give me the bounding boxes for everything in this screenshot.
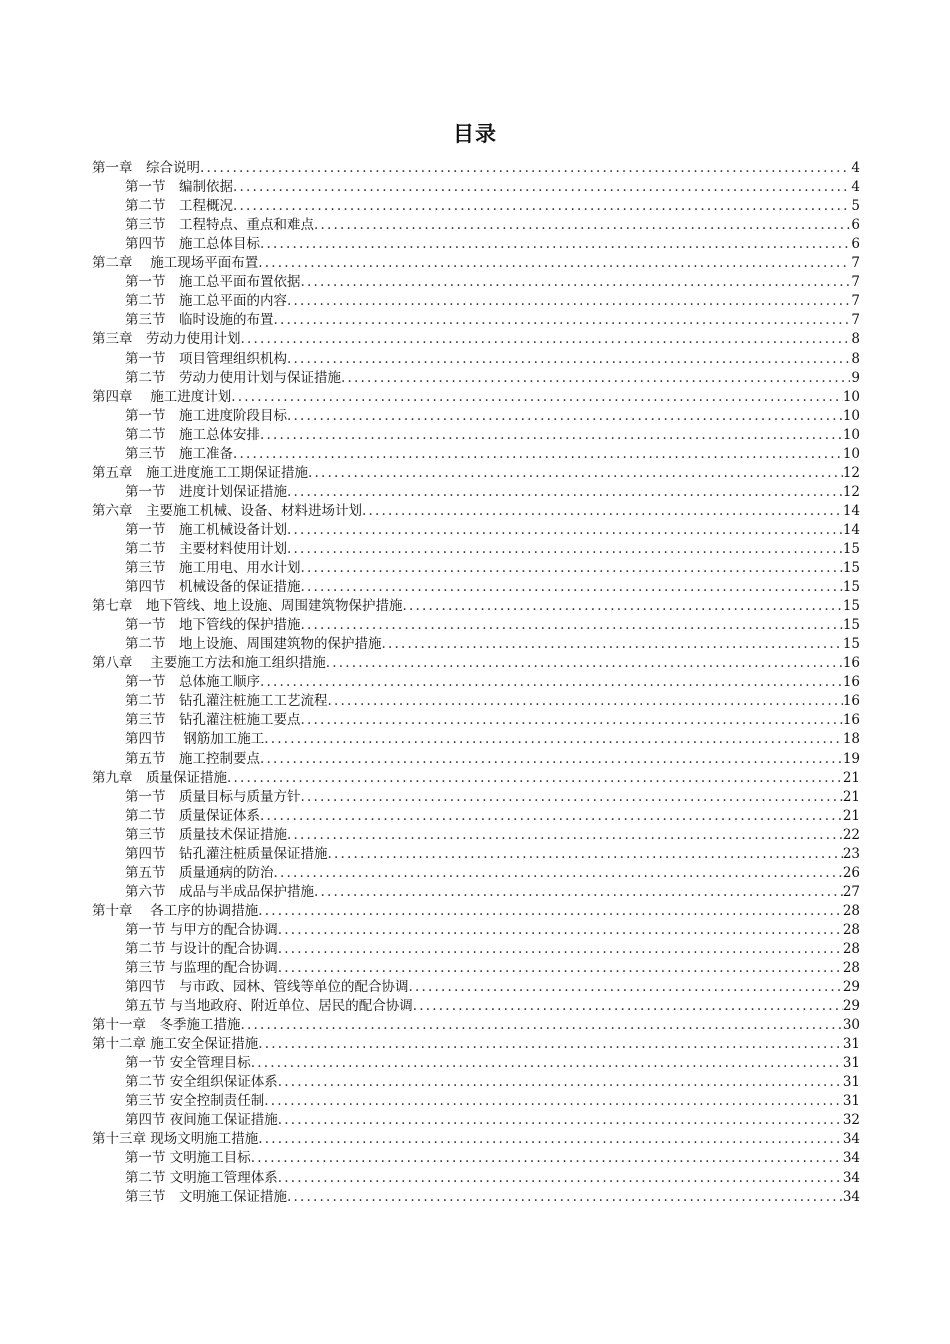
- toc-section-entry[interactable]: [92, 616, 860, 635]
- toc-entry-page-number: 12: [842, 464, 860, 481]
- dot-leader: [301, 711, 843, 730]
- toc-entry-page-number: 28: [842, 940, 860, 957]
- dot-leader: [274, 864, 843, 883]
- toc-entry-label: 第二节 安全组织保证体系: [125, 1074, 278, 1091]
- toc-chapter-entry[interactable]: [92, 1035, 860, 1054]
- dot-leader: [341, 369, 850, 388]
- toc-entry-label: 第十章 各工序的协调措施: [92, 902, 259, 919]
- dot-leader: [260, 807, 843, 826]
- toc-entry-label: 第四节 施工总体目标: [125, 236, 260, 253]
- toc-entry-label: 第三节 临时设施的布置: [125, 312, 274, 329]
- toc-chapter-entry[interactable]: [92, 597, 860, 616]
- toc-section-entry[interactable]: [92, 1149, 860, 1168]
- toc-section-entry[interactable]: [92, 273, 860, 292]
- dot-leader: [200, 159, 850, 178]
- toc-entry-page-number: 10: [842, 388, 860, 405]
- toc-chapter-entry[interactable]: [92, 769, 860, 788]
- toc-entry-page-number: 7: [851, 312, 860, 329]
- toc-entry-label: 第一节 施工进度阶段目标: [125, 407, 287, 424]
- toc-entry-label: 第六章 主要施工机械、设备、材料进场计划: [92, 502, 362, 519]
- toc-entry-label: 第四章 施工进度计划: [92, 388, 232, 405]
- dot-leader: [314, 216, 850, 235]
- toc-section-entry[interactable]: [92, 407, 860, 426]
- toc-entry-label: 第二节 文明施工管理体系: [125, 1169, 278, 1186]
- dot-leader: [382, 635, 843, 654]
- dot-leader: [362, 502, 843, 521]
- toc-entry-page-number: 29: [842, 979, 860, 996]
- toc-entry-label: 第三章 劳动力使用计划: [92, 331, 241, 348]
- toc-entry-label: 第三节 安全控制责任制: [125, 1093, 265, 1110]
- toc-entry-page-number: 14: [842, 502, 860, 519]
- dot-leader: [258, 254, 850, 273]
- dot-leader: [287, 540, 843, 559]
- toc-entry-label: 第三节 钻孔灌注桩施工要点: [125, 712, 301, 729]
- dot-leader: [278, 1073, 843, 1092]
- dot-leader: [314, 883, 843, 902]
- dot-leader: [278, 1169, 843, 1188]
- toc-chapter-entry[interactable]: [92, 902, 860, 921]
- toc-chapter-entry[interactable]: [92, 1130, 860, 1149]
- toc-entry-page-number: 4: [851, 160, 860, 177]
- toc-section-entry[interactable]: [92, 845, 860, 864]
- toc-entry-page-number: 18: [842, 731, 860, 748]
- toc-section-entry[interactable]: [92, 921, 860, 940]
- toc-entry-page-number: 15: [842, 617, 860, 634]
- toc-entry-label: 第二节 质量保证体系: [125, 807, 260, 824]
- toc-entry-page-number: 28: [842, 960, 860, 977]
- toc-entry-label: 第二节 主要材料使用计划: [125, 540, 287, 557]
- toc-entry-page-number: 31: [842, 1036, 860, 1053]
- toc-entry-label: 第一节 进度计划保证措施: [125, 483, 287, 500]
- toc-entry-label: 第二节 劳动力使用计划与保证措施: [125, 369, 341, 386]
- toc-section-entry[interactable]: [92, 1073, 860, 1092]
- toc-entry-page-number: 29: [842, 998, 860, 1015]
- toc-entry-label: 第七章 地下管线、地上设施、周围建筑物保护措施: [92, 598, 403, 615]
- dot-leader: [231, 388, 843, 407]
- toc-entry-label: 第十三章 现场文明施工措施: [92, 1131, 259, 1148]
- toc-entry-page-number: 16: [842, 655, 860, 672]
- dot-leader: [233, 445, 843, 464]
- toc-chapter-entry[interactable]: [92, 502, 860, 521]
- toc-entry-label: 第一节 地下管线的保护措施: [125, 617, 301, 634]
- toc-entry-label: 第五章 施工进度施工工期保证措施: [92, 464, 308, 481]
- dot-leader: [260, 426, 843, 445]
- toc-entry-page-number: 34: [842, 1188, 860, 1205]
- toc-entry-page-number: 16: [842, 674, 860, 691]
- dot-leader: [409, 978, 843, 997]
- dot-leader: [301, 616, 843, 635]
- toc-section-entry[interactable]: [92, 692, 860, 711]
- toc-entry-page-number: 7: [851, 274, 860, 291]
- dot-leader: [287, 407, 843, 426]
- toc-entry-page-number: 28: [842, 902, 860, 919]
- dot-leader: [258, 1130, 843, 1149]
- dot-leader: [287, 1188, 843, 1207]
- toc-entry-page-number: 16: [842, 712, 860, 729]
- toc-entry-label: 第四节 钻孔灌注桩质量保证措施: [125, 845, 328, 862]
- dot-leader: [301, 273, 851, 292]
- toc-entry-page-number: 22: [842, 826, 860, 843]
- dot-leader: [328, 845, 843, 864]
- dot-leader: [287, 826, 843, 845]
- toc-section-entry[interactable]: [92, 1092, 860, 1111]
- toc-entry-page-number: 21: [842, 807, 860, 824]
- toc-section-entry[interactable]: [92, 864, 860, 883]
- dot-leader: [413, 997, 843, 1016]
- toc-section-entry[interactable]: [92, 540, 860, 559]
- dot-leader: [301, 788, 843, 807]
- dot-leader: [287, 483, 843, 502]
- dot-leader: [274, 311, 851, 330]
- toc-entry-page-number: 6: [851, 217, 860, 234]
- toc-entry-label: 第二节 工程概况: [125, 198, 233, 215]
- toc-entry-page-number: 4: [851, 179, 860, 196]
- toc-section-entry[interactable]: [92, 673, 860, 692]
- dot-leader: [233, 197, 850, 216]
- dot-leader: [260, 750, 843, 769]
- toc-section-entry[interactable]: [92, 216, 860, 235]
- toc-entry-label: 第三节 文明施工保证措施: [125, 1188, 287, 1205]
- toc-entry-page-number: 14: [842, 521, 860, 538]
- toc-entry-label: 第二节 地上设施、周围建筑物的保护措施: [125, 636, 382, 653]
- dot-leader: [227, 769, 843, 788]
- toc-entry-page-number: 23: [842, 845, 860, 862]
- toc-section-entry[interactable]: [92, 292, 860, 311]
- toc-entry-label: 第一节 施工总平面布置依据: [125, 274, 301, 291]
- page-title: 目录: [453, 122, 497, 146]
- toc-entry-page-number: 26: [842, 864, 860, 881]
- toc-entry-label: 第三节 与监理的配合协调: [125, 960, 278, 977]
- toc-entry-page-number: 21: [842, 769, 860, 786]
- toc-entry-label: 第一节 编制依据: [125, 179, 233, 196]
- toc-section-entry[interactable]: [92, 635, 860, 654]
- toc-entry-page-number: 7: [851, 255, 860, 272]
- toc-entry-page-number: 15: [842, 598, 860, 615]
- toc-entry-page-number: 28: [842, 921, 860, 938]
- toc-entry-page-number: 10: [842, 426, 860, 443]
- toc-section-entry[interactable]: [92, 749, 860, 768]
- toc-section-entry[interactable]: [92, 521, 860, 540]
- toc-entry-label: 第二节 施工总体安排: [125, 426, 260, 443]
- toc-entry-label: 第十二章 施工安全保证措施: [92, 1036, 259, 1053]
- toc-entry-page-number: 5: [851, 198, 860, 215]
- toc-entry-label: 第一节 项目管理组织机构: [125, 350, 287, 367]
- toc-entry-label: 第八章 主要施工方法和施工组织措施: [92, 655, 326, 672]
- dot-leader: [403, 597, 843, 616]
- toc-entry-label: 第一节 质量目标与质量方针: [125, 788, 301, 805]
- toc-entry-page-number: 34: [842, 1131, 860, 1148]
- dot-leader: [287, 521, 843, 540]
- toc-chapter-entry[interactable]: [92, 388, 860, 407]
- toc-section-entry[interactable]: [92, 426, 860, 445]
- toc-entry-label: 第九章 质量保证措施: [92, 769, 227, 786]
- dot-leader: [260, 673, 843, 692]
- dot-leader: [258, 902, 843, 921]
- toc-entry-label: 第四节 与市政、园林、管线等单位的配合协调: [125, 979, 409, 996]
- toc-entry-page-number: 7: [851, 293, 860, 310]
- toc-section-entry[interactable]: [92, 1168, 860, 1187]
- toc-entry-label: 第五节 施工控制要点: [125, 750, 260, 767]
- dot-leader: [241, 330, 851, 349]
- toc-entry-label: 第三节 施工用电、用水计划: [125, 560, 301, 577]
- toc-section-entry[interactable]: [92, 369, 860, 388]
- toc-entry-page-number: 34: [842, 1169, 860, 1186]
- toc-entry-label: 第一章 综合说明: [92, 160, 200, 177]
- toc-entry-label: 第五节 与当地政府、附近单位、居民的配合协调: [125, 998, 413, 1015]
- toc-section-entry[interactable]: [92, 559, 860, 578]
- dot-leader: [251, 1149, 843, 1168]
- toc-entry-label: 第一节 施工机械设备计划: [125, 521, 287, 538]
- toc-entry-label: 第三节 施工准备: [125, 445, 233, 462]
- dot-leader: [278, 921, 843, 940]
- toc-entry-page-number: 31: [842, 1074, 860, 1091]
- toc-entry-page-number: 6: [851, 236, 860, 253]
- toc-entry-page-number: 15: [842, 636, 860, 653]
- toc-entry-label: 第二章 施工现场平面布置: [92, 255, 259, 272]
- toc-section-entry[interactable]: [92, 197, 860, 216]
- dot-leader: [287, 292, 850, 311]
- toc-entry-page-number: 12: [842, 483, 860, 500]
- toc-section-entry[interactable]: [92, 578, 860, 597]
- toc-entry-label: 第一节 与甲方的配合协调: [125, 921, 278, 938]
- dot-leader: [301, 578, 843, 597]
- toc-section-entry[interactable]: [92, 483, 860, 502]
- toc-section-entry[interactable]: [92, 826, 860, 845]
- toc-entry-label: 第一节 总体施工顺序: [125, 674, 260, 691]
- dot-leader: [328, 692, 843, 711]
- toc-entry-page-number: 8: [851, 331, 860, 348]
- toc-section-entry[interactable]: [92, 978, 860, 997]
- toc-entry-label: 第一节 文明施工目标: [125, 1150, 251, 1167]
- dot-leader: [251, 1054, 843, 1073]
- toc-section-entry[interactable]: [92, 807, 860, 826]
- dot-leader: [278, 959, 843, 978]
- toc-chapter-entry[interactable]: [92, 159, 860, 178]
- toc-entry-label: 第四节 机械设备的保证措施: [125, 579, 301, 596]
- dot-leader: [258, 1035, 843, 1054]
- toc-entry-label: 第二节 钻孔灌注桩施工工艺流程: [125, 693, 328, 710]
- toc-section-entry[interactable]: [92, 235, 860, 254]
- toc-chapter-entry[interactable]: [92, 330, 860, 349]
- toc-entry-page-number: 31: [842, 1093, 860, 1110]
- toc-section-entry[interactable]: [92, 940, 860, 959]
- toc-entry-page-number: 31: [842, 1055, 860, 1072]
- toc-entry-label: 第四节 夜间施工保证措施: [125, 1112, 278, 1129]
- toc-entry-label: 第五节 质量通病的防治: [125, 864, 274, 881]
- toc-entry-page-number: 21: [842, 788, 860, 805]
- toc-chapter-entry[interactable]: [92, 654, 860, 673]
- dot-leader: [326, 654, 843, 673]
- toc-section-entry[interactable]: [92, 1054, 860, 1073]
- toc-entry-page-number: 16: [842, 693, 860, 710]
- toc-entry-page-number: 10: [842, 445, 860, 462]
- toc-entry-label: 第三节 质量技术保证措施: [125, 826, 287, 843]
- toc-chapter-entry[interactable]: [92, 1016, 860, 1035]
- dot-leader: [260, 235, 850, 254]
- toc-entry-page-number: 15: [842, 560, 860, 577]
- toc-section-entry[interactable]: [92, 788, 860, 807]
- toc-entry-page-number: 32: [842, 1112, 860, 1129]
- dot-leader: [264, 1092, 843, 1111]
- toc-section-entry[interactable]: [92, 997, 860, 1016]
- dot-leader: [241, 1016, 843, 1035]
- toc-section-entry[interactable]: [92, 1188, 860, 1207]
- dot-leader: [278, 1111, 843, 1130]
- toc-entry-label: 第六节 成品与半成品保护措施: [125, 883, 314, 900]
- toc-entry-label: 第一节 安全管理目标: [125, 1055, 251, 1072]
- toc-section-entry[interactable]: [92, 883, 860, 902]
- toc-entry-page-number: 8: [851, 350, 860, 367]
- toc-entry-page-number: 34: [842, 1150, 860, 1167]
- dot-leader: [301, 559, 843, 578]
- toc-entry-page-number: 30: [842, 1017, 860, 1034]
- toc-section-entry[interactable]: [92, 311, 860, 330]
- toc-section-entry[interactable]: [92, 711, 860, 730]
- toc-entry-label: 第二节 与设计的配合协调: [125, 940, 278, 957]
- toc-entry-page-number: 10: [842, 407, 860, 424]
- toc-section-entry[interactable]: [92, 1111, 860, 1130]
- table-of-contents: [92, 159, 860, 1207]
- toc-section-entry[interactable]: [92, 445, 860, 464]
- dot-leader: [264, 730, 843, 749]
- toc-entry-page-number: 19: [842, 750, 860, 767]
- toc-entry-label: 第三节 工程特点、重点和难点: [125, 217, 314, 234]
- toc-entry-label: 第二节 施工总平面的内容: [125, 293, 287, 310]
- toc-entry-page-number: 27: [842, 883, 860, 900]
- toc-chapter-entry[interactable]: [92, 254, 860, 273]
- toc-section-entry[interactable]: [92, 959, 860, 978]
- toc-entry-page-number: 9: [851, 369, 860, 386]
- toc-entry-label: 第四节 钢筋加工施工: [125, 731, 265, 748]
- toc-entry-page-number: 15: [842, 579, 860, 596]
- toc-section-entry[interactable]: [92, 730, 860, 749]
- dot-leader: [287, 350, 850, 369]
- toc-section-entry[interactable]: [92, 349, 860, 368]
- toc-entry-page-number: 15: [842, 540, 860, 557]
- toc-entry-label: 第十一章 冬季施工措施: [92, 1017, 241, 1034]
- toc-chapter-entry[interactable]: [92, 464, 860, 483]
- dot-leader: [278, 940, 843, 959]
- dot-leader: [233, 178, 850, 197]
- toc-section-entry[interactable]: [92, 178, 860, 197]
- dot-leader: [308, 464, 843, 483]
